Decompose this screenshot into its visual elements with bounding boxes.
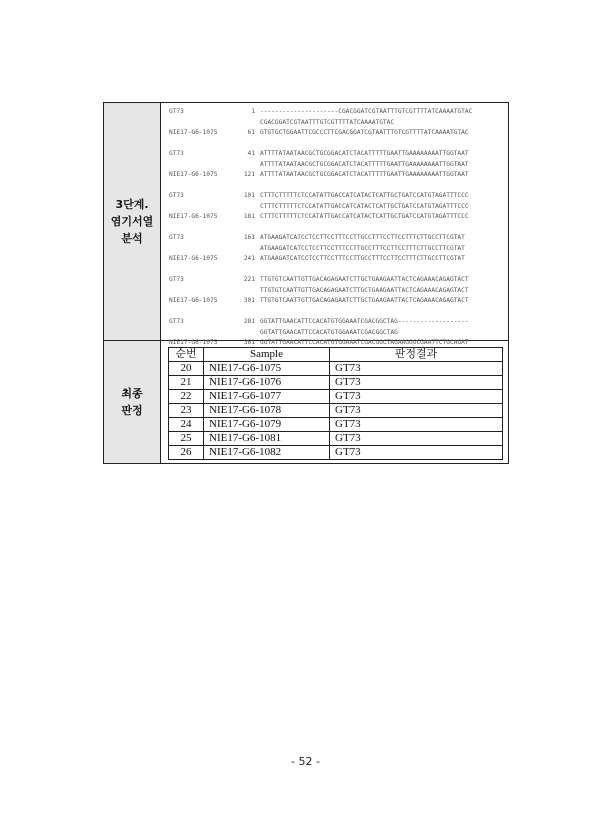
alignment-row <box>161 296 508 306</box>
sequence-name: NIE17-G6-1075 <box>169 129 218 136</box>
sequence-name: GT73 <box>169 192 184 199</box>
sequence-name: GT73 <box>169 234 184 241</box>
sequence-position: 101 <box>243 192 255 199</box>
row-number: 22 <box>169 390 204 404</box>
label-line: 3단계. <box>115 198 149 211</box>
row-sample: NIE17-G6-1075 <box>204 362 330 376</box>
sequence-bases: GTGTGCTGGAATTCGCCCTTCGACGGATCGTAATTTGTCGTTTTATCAAAATGTAC <box>260 129 469 136</box>
sequence-position: 221 <box>243 276 255 283</box>
row-number: 20 <box>169 362 204 376</box>
row-result: GT73 <box>330 362 503 376</box>
row-sample: NIE17-G6-1076 <box>204 376 330 390</box>
alignment-row <box>161 202 508 212</box>
table-row <box>169 390 503 404</box>
table-row <box>169 376 503 390</box>
page-number: - 52 - <box>291 755 320 768</box>
table-row <box>169 418 503 432</box>
alignment-row <box>161 170 508 180</box>
alignment-row <box>161 233 508 243</box>
alignment-row <box>161 328 508 338</box>
sequence-bases: ATGAAGATCATCCTCCTTCCTTTCCTTGCCTTTCCTTCCTTTCTTGCCTTCGTAT <box>260 234 465 241</box>
sequence-name: GT73 <box>169 108 184 115</box>
label-line: 판정 <box>121 404 143 417</box>
header-sample: Sample <box>204 348 330 362</box>
alignment-row <box>161 107 508 117</box>
judgment-results-table <box>168 347 503 460</box>
sequence-position: 1 <box>251 108 255 115</box>
row-sample: NIE17-G6-1079 <box>204 418 330 432</box>
sequence-bases: TTGTGTCAATTGTTGACAGAGAATCTTGCTGAAGAATTACTCAGAAACAGAGTACT <box>260 276 469 283</box>
row-sample: NIE17-G6-1081 <box>204 432 330 446</box>
sequence-analysis-label-cell <box>104 103 160 340</box>
sequence-position: 161 <box>243 234 255 241</box>
sequence-bases: GGTATTGAACATTCCACATGTGGAAATCGACGGCTAG <box>260 328 398 336</box>
sequence-position: 121 <box>243 171 255 178</box>
row-result: GT73 <box>330 376 503 390</box>
alignment-row <box>161 160 508 170</box>
sequence-bases: ATGAAGATCATCCTCCTTCCTTTCCTTGCCTTTCCTTCCTTTCTTGCCTTCGTAT <box>260 244 465 252</box>
sequence-name: NIE17-G6-1075 <box>169 339 218 346</box>
alignment-row <box>161 128 508 138</box>
sequence-position: 301 <box>243 297 255 304</box>
sequence-name: NIE17-G6-1075 <box>169 255 218 262</box>
sequence-name: NIE17-G6-1075 <box>169 297 218 304</box>
alignment-row <box>161 275 508 285</box>
sequence-bases: GGTATTGAACATTCCACATGTGGAAATCGACGGCTAGAAGGGCGAATTCTGCAGAT <box>260 339 469 346</box>
alignment-row <box>161 118 508 128</box>
sequence-alignment <box>161 103 508 346</box>
sequence-position: 41 <box>247 150 255 157</box>
sequence-name: GT73 <box>169 318 184 325</box>
row-result: GT73 <box>330 432 503 446</box>
analysis-table <box>103 102 509 464</box>
sequence-position: 281 <box>243 318 255 325</box>
sequence-bases: CTTTCTTTTTCTCCATATTGACCATCATACTCATTGCTGATCCATGTAGATTTCCC <box>260 192 469 199</box>
row-number: 26 <box>169 446 204 460</box>
row-sample: NIE17-G6-1078 <box>204 404 330 418</box>
sequence-name: NIE17-G6-1075 <box>169 171 218 178</box>
sequence-bases: CTTTCTTTTTCTCCATATTGACCATCATACTCATTGCTGATCCATGTAGATTTCCC <box>260 213 469 220</box>
sequence-position: 361 <box>243 339 255 346</box>
label-line: 염기서열 <box>110 215 154 228</box>
sequence-position: 241 <box>243 255 255 262</box>
row-result: GT73 <box>330 404 503 418</box>
final-judgment-label-cell <box>104 341 160 463</box>
sequence-name: GT73 <box>169 150 184 157</box>
table-header-row <box>169 348 503 362</box>
sequence-bases: CGACGGATCGTAATTTGTCGTTTTATCAAAATGTAC <box>260 118 395 126</box>
row-number: 24 <box>169 418 204 432</box>
sequence-position: 181 <box>243 213 255 220</box>
sequence-bases: TTGTGTCAATTGTTGACAGAGAATCTTGCTGAAGAATTACTCAGAAACAGAGTACT <box>260 286 469 294</box>
row-result: GT73 <box>330 390 503 404</box>
alignment-row <box>161 191 508 201</box>
sequence-bases: TTGTGTCAATTGTTGACAGAGAATCTTGCTGAAGAATTACTCAGAAACAGAGTACT <box>260 297 469 304</box>
row-result: GT73 <box>330 446 503 460</box>
table-row <box>169 362 503 376</box>
alignment-row <box>161 212 508 222</box>
sequence-bases: ATTTTATAATAACGCTGCGGACATCTACATTTTTGAATTGAAAAAAAATTGGTAAT <box>260 160 469 168</box>
sequence-position: 61 <box>247 129 255 136</box>
alignment-row <box>161 317 508 327</box>
alignment-row <box>161 149 508 159</box>
label-line: 분석 <box>121 232 143 245</box>
header-result: 판정결과 <box>330 348 503 362</box>
sequence-name: GT73 <box>169 276 184 283</box>
sequence-bases: ATTTTATAATAACGCTGCGGACATCTACATTTTTGAATTGAAAAAAAATTGGTAAT <box>260 150 469 157</box>
row-number: 23 <box>169 404 204 418</box>
alignment-row <box>161 244 508 254</box>
row-sample: NIE17-G6-1082 <box>204 446 330 460</box>
sequence-bases: GGTATTGAACATTCCACATGTGGAAATCGACGGCTAG------------------- <box>260 318 469 325</box>
alignment-row <box>161 254 508 264</box>
sequence-bases: ATTTTATAATAACGCTGCGGACATCTACATTTTTGAATTGAAAAAAAATTGGTAAT <box>260 171 469 178</box>
row-number: 21 <box>169 376 204 390</box>
sequence-analysis-label <box>111 196 154 247</box>
table-row <box>169 432 503 446</box>
table-row <box>169 404 503 418</box>
row-number: 25 <box>169 432 204 446</box>
sequence-bases: CTTTCTTTTTCTCCATATTGACCATCATACTCATTGCTGATCCATGTAGATTTCCC <box>260 202 469 210</box>
row-result: GT73 <box>330 418 503 432</box>
sequence-bases: ---------------------CGACGGATCGTAATTTGTCGTTTTATCAAAATGTAC <box>260 108 473 115</box>
final-judgment-label <box>121 385 142 419</box>
alignment-row <box>161 286 508 296</box>
table-row <box>169 446 503 460</box>
sequence-name: NIE17-G6-1075 <box>169 213 218 220</box>
header-number: 순번 <box>169 348 204 362</box>
row-sample: NIE17-G6-1077 <box>204 390 330 404</box>
sequence-bases: ATGAAGATCATCCTCCTTCCTTTCCTTGCCTTTCCTTCCTTTCTTGCCTTCGTAT <box>260 255 465 262</box>
label-line: 최종 <box>121 387 143 400</box>
